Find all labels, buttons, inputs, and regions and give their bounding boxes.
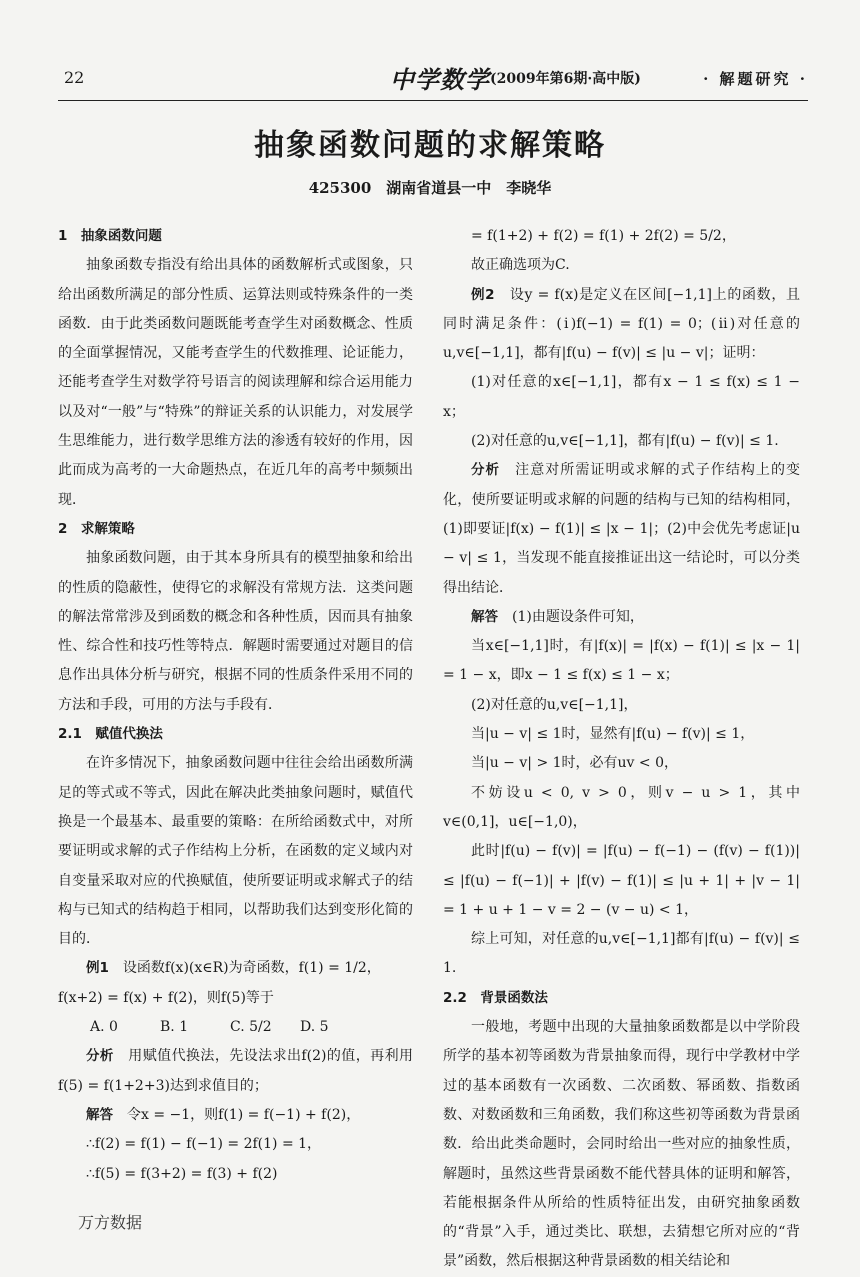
paragraph: 当x∈[−1,1]时，有|f(x)| = |f(x) − f(1)| ≤ |x − 1| = 1 − x，即x − 1 ≤ f(x) ≤ 1 − x；: [443, 638, 800, 684]
section-heading: 2.1 赋值代换法: [58, 726, 163, 743]
page-header: [58, 60, 808, 101]
paragraph-label: 分析: [471, 462, 501, 479]
labeled-paragraph: [443, 456, 800, 602]
formula-line: 当|u − v| > 1时，必有uv < 0，: [471, 755, 678, 772]
paragraph-text: 用赋值代换法，先设法求出f(2)的值，再利用f(5) = f(1+2+3)达到求值目的；: [58, 1048, 413, 1094]
watermark: 万方数据: [78, 1213, 143, 1232]
paragraph: 一般地，考题中出现的大量抽象函数都是以中学阶段所学的基本初等函数为背景抽象而得，现行中学教材中学过的基本函数有一次函数、二次函数、幂函数、指数函数、对数函数和三角函数，我们称这些初等函数为背景函数．给出此类命题时，会同时给出一些对应的抽象性质，解题时，虽然这些背景函数不能代替具体的证明和解答，若能根据条件从所给的性质特征出发，由研究抽象函数的“背景”入手，通过类比、联想，去猜想它所对应的“背景”函数，然后根据这种背景函数的相关结论和: [443, 1019, 800, 1270]
paragraph-label: 例1: [86, 960, 109, 977]
formula-line: = f(1+2) + f(2) = f(1) + 2f(2) = 5/2，: [471, 228, 736, 244]
answer-option: B. 1: [160, 1019, 189, 1036]
answer-option: C. 5/2: [230, 1019, 272, 1036]
author-line: 425300 湖南省道县一中 李晓华: [308, 179, 552, 197]
paragraph-label: 解答: [86, 1106, 113, 1123]
formula-line: (2)对任意的u,v∈[−1,1]，: [471, 696, 638, 713]
answer-options: [58, 1013, 413, 1042]
paragraph-text: 设函数f(x)(x∈R)为奇函数，f(1) = 1/2，: [108, 960, 381, 977]
formula-line: ∴f(2) = f(1) − f(−1) = 2f(1) = 1，: [86, 1136, 322, 1153]
section-heading: 2.2 背景函数法: [443, 989, 548, 1006]
paragraph: 在许多情况下，抽象函数问题中往往会给出函数所满足的等式或不等式，因此在解决此类抽象问题时，赋值代换是一个最基本、最重要的策略：在所给函数式中，对所要证明或求解的式子作结构上分析，在函数的定义域内对自变量采取对应的代换赋值，使所要证明或求解式子的结构与已知式的结构趋于相同，以帮助我们达到变形化简的目的．: [58, 755, 413, 948]
right-column: [443, 222, 800, 1277]
paragraph: 不妨设u < 0, v > 0，则v − u > 1，其中v∈(0,1]，u∈[−1,0)，: [443, 784, 800, 830]
text-line: f(x+2) = f(x) + f(2)，则f(5)等于: [58, 989, 274, 1006]
section-heading: 2 求解策略: [58, 520, 135, 537]
answer-option: D. 5: [300, 1019, 329, 1036]
paragraph-text: 令x = −1，则f(1) = f(−1) + f(2)，: [113, 1106, 361, 1123]
section-heading: 1 抽象函数问题: [58, 228, 162, 244]
journal-logo: 中学数学: [390, 65, 490, 94]
paragraph-label: 分析: [86, 1048, 114, 1065]
journal-issue: (2009年第6期·高中版): [490, 71, 641, 87]
paragraph-label: 解答: [471, 608, 498, 625]
paragraph-text: 设y = f(x)是定义在区间[−1,1]上的函数，且同时满足条件：(ⅰ)f(−1) = f(1) = 0；(ⅱ)对任意的u,v∈[−1,1]，都有|f(u) − f(v)| ≤ |u − v|；证明：: [443, 286, 800, 362]
labeled-paragraph: [58, 954, 413, 983]
article-title: 抽象函数问题的求解策略: [254, 128, 606, 163]
left-column: [58, 222, 413, 1189]
formula-line: (1)对任意的x∈[−1,1]，都有x − 1 ≤ f(x) ≤ 1 − x；: [443, 374, 800, 420]
labeled-paragraph: [58, 1101, 413, 1130]
labeled-paragraph: [443, 281, 800, 369]
labeled-paragraph: [58, 1042, 413, 1101]
section-tag: · 解题研究 ·: [703, 70, 808, 88]
formula-line: 当|u − v| ≤ 1时，显然有|f(u) − f(v)| ≤ 1，: [471, 726, 755, 743]
page-number: 22: [64, 68, 85, 87]
formula-line: 故正确选项为C.: [471, 257, 570, 274]
paragraph: 综上可知，对任意的u,v∈[−1,1]都有|f(u) − f(v)| ≤ 1.: [443, 931, 800, 977]
answer-option: A. 0: [90, 1019, 118, 1036]
paragraph: 抽象函数专指没有给出具体的函数解析式或图象，只给出函数所满足的部分性质、运算法则或特殊条件的一类函数．由于此类函数问题既能考查学生对函数概念、性质的全面掌握情况，又能考查学生的代数推理、论证能力，还能考查学生对数学符号语言的阅读理解和综合运用能力以及对“一般”与“特殊”的辩证关系的认识能力，对发展学生思维能力，进行数学思维方法的渗透有较好的作用，因此而成为高考的一大命题热点，在近几年的高考中频频出现．: [58, 257, 413, 508]
formula-line: ∴f(5) = f(3+2) = f(3) + f(2): [86, 1165, 278, 1182]
labeled-paragraph: [443, 603, 800, 632]
formula-line: (2)对任意的u,v∈[−1,1]，都有|f(u) − f(v)| ≤ 1.: [471, 433, 779, 450]
paragraph-text: (1)由题设条件可知，: [498, 608, 644, 625]
paragraph-text: 注意对所需证明或求解的式子作结构上的变化，使所要证明或求解的问题的结构与已知的结构相同，(1)即要证|f(x) − f(1)| ≤ |x − 1|；(2)中会优先考虑证|u − v| ≤ 1，当发现不能直接推证出这一结论时，可以分类得出结论．: [443, 462, 801, 596]
paragraph-label: 例2: [471, 286, 495, 303]
paragraph: 此时|f(u) − f(v)| = |f(u) − f(−1) − (f(v) − f(1))| ≤ |f(u) − f(−1)| + |f(v) − f(1)| ≤ |u + 1| + |v − 1| = 1 + u + 1 − v = 2 − (v − u) < 1，: [443, 843, 800, 918]
paragraph: 抽象函数问题，由于其本身所具有的模型抽象和给出的性质的隐蔽性，使得它的求解没有常规方法．这类问题的解法常常涉及到函数的概念和各种性质，因而具有抽象性、综合性和技巧性等特点．解题时需要通过对题目的信息作出具体分析与研究，根据不同的性质条件采用不同的方法和手段，可用的方法与手段有．: [58, 550, 413, 713]
